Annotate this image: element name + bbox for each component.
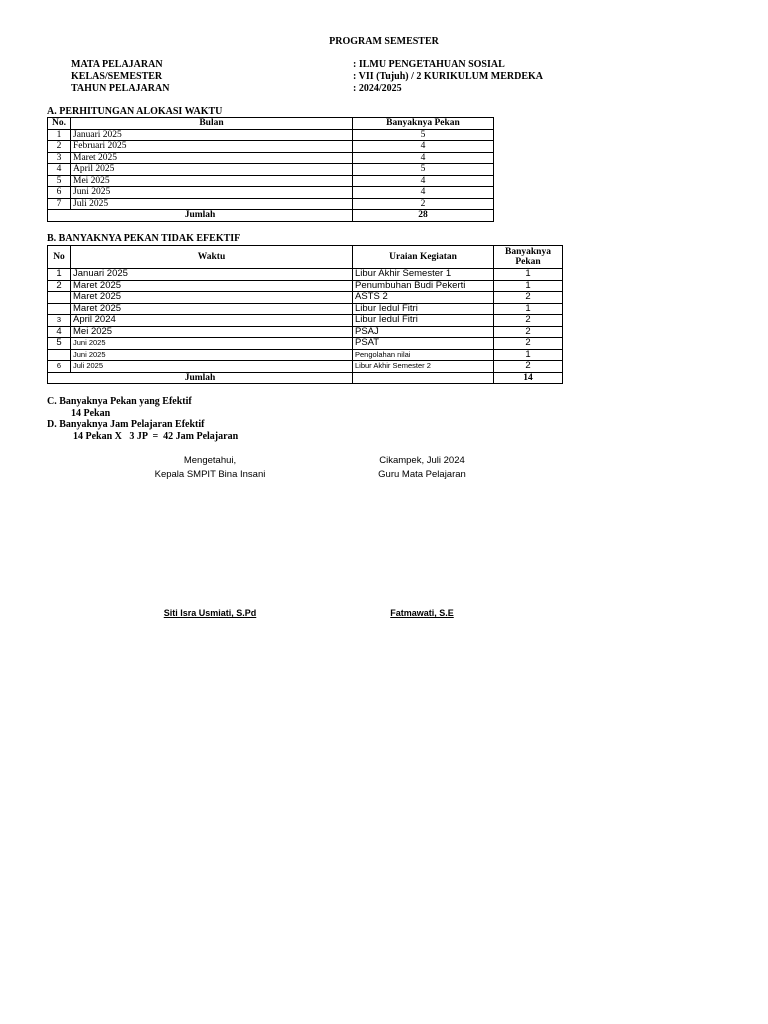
- cell-month: Maret 2025: [71, 152, 353, 164]
- meta-label-class: KELAS/SEMESTER: [71, 71, 163, 82]
- cell-no: [48, 303, 71, 315]
- total-value: 28: [353, 210, 494, 222]
- cell-activity: PSAT: [353, 338, 494, 350]
- total-empty-cell: [353, 372, 494, 384]
- cell-activity: PSAJ: [353, 326, 494, 338]
- cell-month: Juli 2025: [71, 198, 353, 210]
- section-c-heading: C. Banyaknya Pekan yang Efektif: [47, 396, 192, 407]
- cell-weeks: 2: [494, 361, 563, 373]
- cell-time: Juni 2025: [71, 349, 353, 361]
- sig-left-name: Siti Isra Usmiati, S.Pd: [163, 608, 257, 618]
- cell-no: 3: [48, 152, 71, 164]
- cell-weeks: 4: [353, 152, 494, 164]
- table-row: [48, 303, 563, 315]
- col-header-weeks: Banyaknya Pekan: [494, 246, 563, 269]
- table-row: [48, 129, 494, 141]
- cell-weeks: 2: [494, 292, 563, 304]
- cell-weeks: 2: [494, 338, 563, 350]
- cell-month: Juni 2025: [71, 187, 353, 199]
- cell-no: [48, 292, 71, 304]
- cell-time: Maret 2025: [71, 292, 353, 304]
- total-label: Jumlah: [48, 210, 353, 222]
- cell-weeks: 1: [494, 280, 563, 292]
- cell-month: Mei 2025: [71, 175, 353, 187]
- page-title: PROGRAM SEMESTER: [329, 36, 439, 47]
- section-d-value: 14 Pekan X 3 JP = 42 Jam Pelajaran: [73, 431, 239, 442]
- cell-month: Februari 2025: [71, 141, 353, 153]
- col-header-weeks: Banyaknya Pekan: [353, 118, 494, 130]
- cell-no: 4: [48, 164, 71, 176]
- cell-weeks: 1: [494, 269, 563, 281]
- table-row: [48, 269, 563, 281]
- table-row: [48, 198, 494, 210]
- table-row: [48, 141, 494, 153]
- cell-month: Januari 2025: [71, 129, 353, 141]
- table-header-row: [48, 246, 563, 269]
- allocation-table: [47, 117, 494, 222]
- table-row: [48, 315, 563, 327]
- table-row: [48, 152, 494, 164]
- table-row: [48, 164, 494, 176]
- table-row: [48, 292, 563, 304]
- cell-no: 6: [48, 187, 71, 199]
- cell-no: 1: [48, 129, 71, 141]
- cell-no: 2: [48, 141, 71, 153]
- cell-time: Juni 2025: [71, 338, 353, 350]
- table-row: [48, 361, 563, 373]
- cell-weeks: 1: [494, 349, 563, 361]
- meta-label-subject: MATA PELAJARAN: [71, 59, 163, 70]
- table-row: [48, 175, 494, 187]
- cell-weeks: 4: [353, 187, 494, 199]
- total-label: Jumlah: [48, 372, 353, 384]
- table-row: [48, 187, 494, 199]
- cell-no: [48, 349, 71, 361]
- cell-weeks: 2: [494, 326, 563, 338]
- cell-no: 3: [48, 315, 71, 327]
- meta-value-subject: : ILMU PENGETAHUAN SOSIAL: [353, 59, 505, 70]
- cell-activity: Libur Iedul Fitri: [353, 303, 494, 315]
- section-d-heading: D. Banyaknya Jam Pelajaran Efektif: [47, 419, 205, 430]
- cell-weeks: 2: [494, 315, 563, 327]
- total-value: 14: [494, 372, 563, 384]
- section-c-value: 14 Pekan: [71, 408, 111, 419]
- sig-right-line2: Guru Mata Pelajaran: [378, 469, 466, 480]
- cell-no: 2: [48, 280, 71, 292]
- col-header-no: No.: [48, 118, 71, 130]
- table-row: [48, 338, 563, 350]
- cell-no: 7: [48, 198, 71, 210]
- cell-activity: Penumbuhan Budi Pekerti: [353, 280, 494, 292]
- cell-month: April 2025: [71, 164, 353, 176]
- cell-no: 1: [48, 269, 71, 281]
- meta-value-class: : VII (Tujuh) / 2 KURIKULUM MERDEKA: [353, 71, 544, 82]
- cell-time: Maret 2025: [71, 280, 353, 292]
- sig-right-line1: Cikampek, Juli 2024: [379, 455, 465, 466]
- cell-weeks: 4: [353, 175, 494, 187]
- cell-no: 5: [48, 338, 71, 350]
- cell-no: 6: [48, 361, 71, 373]
- cell-weeks: 5: [353, 164, 494, 176]
- col-header-month: Bulan: [71, 118, 353, 130]
- table-total-row: [48, 372, 563, 384]
- cell-time: Maret 2025: [71, 303, 353, 315]
- cell-no: 5: [48, 175, 71, 187]
- cell-weeks: 1: [494, 303, 563, 315]
- col-header-time: Waktu: [71, 246, 353, 269]
- cell-weeks: 5: [353, 129, 494, 141]
- cell-activity: Pengolahan nilai: [353, 349, 494, 361]
- sig-left-line1: Mengetahui,: [183, 455, 237, 466]
- cell-activity: Libur Akhir Semester 2: [353, 361, 494, 373]
- cell-time: Juli 2025: [71, 361, 353, 373]
- cell-time: Mei 2025: [71, 326, 353, 338]
- cell-time: Januari 2025: [71, 269, 353, 281]
- table-total-row: [48, 210, 494, 222]
- section-a-heading: A. PERHITUNGAN ALOKASI WAKTU: [47, 106, 223, 117]
- col-header-activity: Uraian Kegiatan: [353, 246, 494, 269]
- sig-left-line2: Kepala SMPIT Bina Insani: [154, 469, 266, 480]
- table-row: [48, 349, 563, 361]
- meta-label-year: TAHUN PELAJARAN: [71, 83, 170, 94]
- table-row: [48, 280, 563, 292]
- cell-weeks: 2: [353, 198, 494, 210]
- table-header-row: [48, 118, 494, 130]
- section-b-heading: B. BANYAKNYA PEKAN TIDAK EFEKTIF: [47, 233, 241, 244]
- non-effective-weeks-table: [47, 245, 563, 384]
- cell-no: 4: [48, 326, 71, 338]
- table-row: [48, 326, 563, 338]
- col-header-no: No: [48, 246, 71, 269]
- sig-right-name: Fatmawati, S.E: [390, 608, 454, 618]
- cell-activity: Libur Iedul Fitri: [353, 315, 494, 327]
- meta-value-year: : 2024/2025: [353, 83, 402, 94]
- cell-time: April 2024: [71, 315, 353, 327]
- cell-activity: ASTS 2: [353, 292, 494, 304]
- cell-weeks: 4: [353, 141, 494, 153]
- cell-activity: Libur Akhir Semester 1: [353, 269, 494, 281]
